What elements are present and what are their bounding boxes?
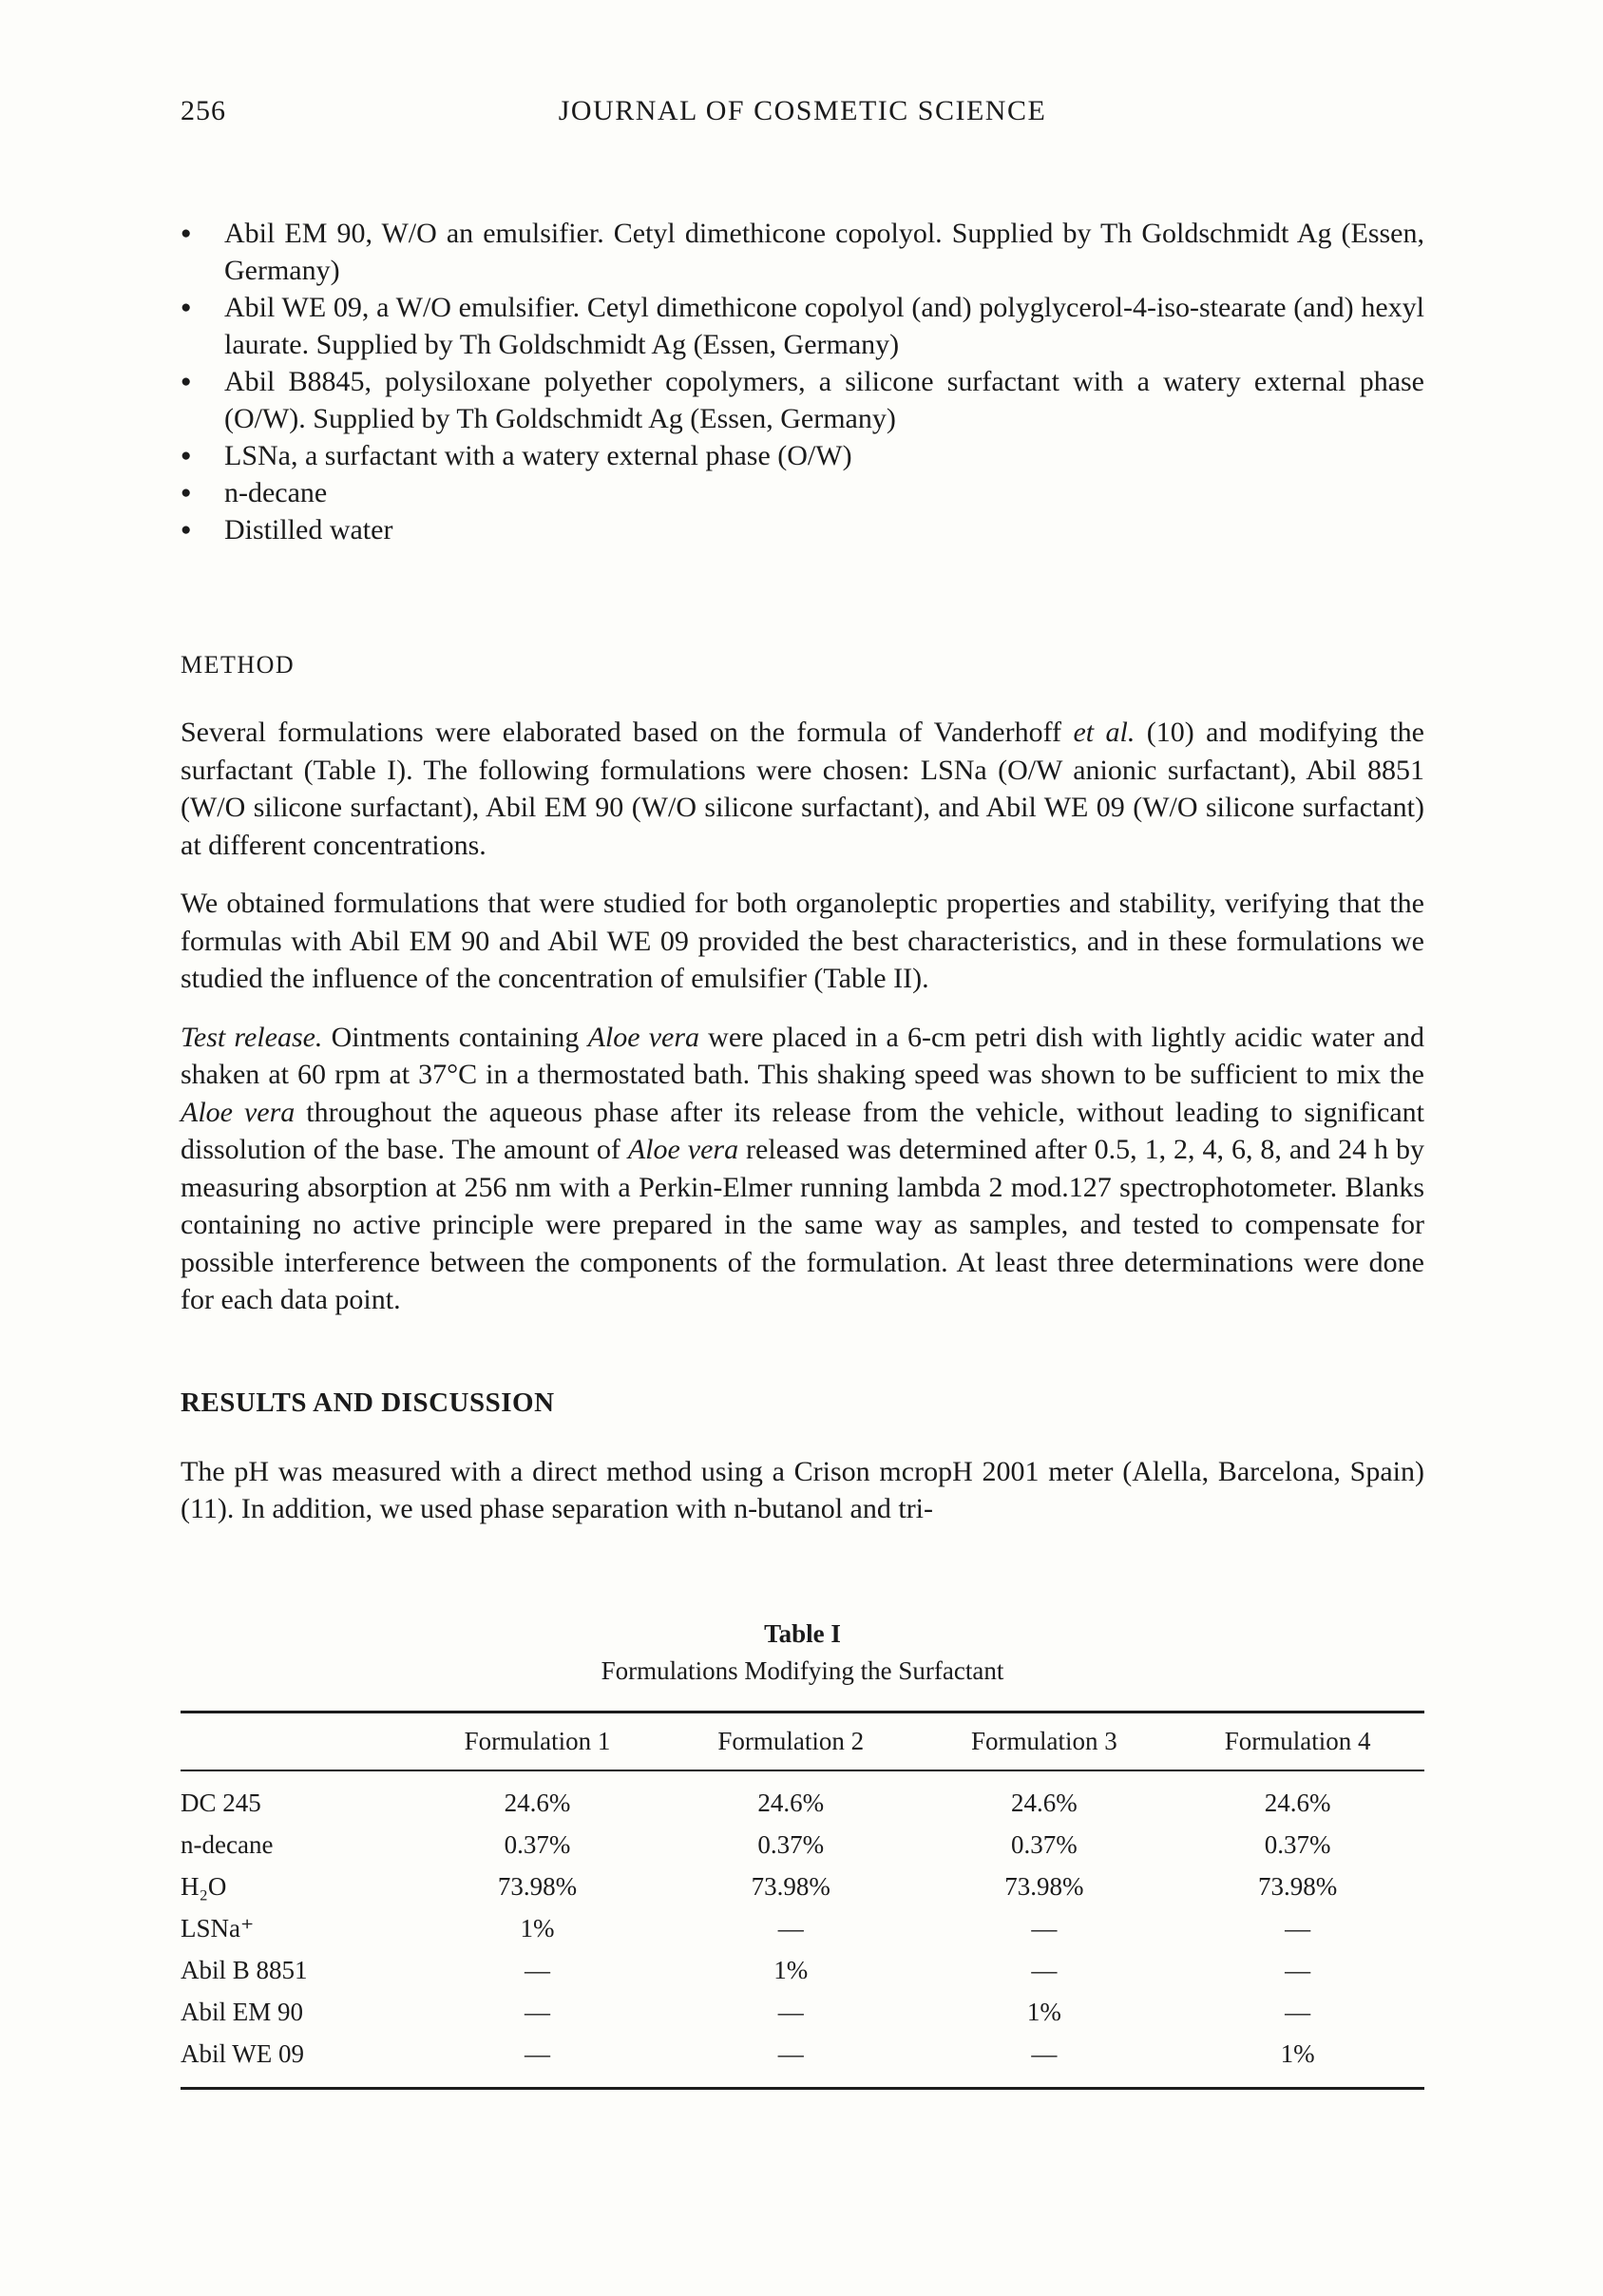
table-row (181, 1770, 1424, 1824)
column-header: Formulation 3 (971, 1726, 1117, 1755)
cell-value: 1% (773, 1955, 809, 1984)
list-item-text: LSNa, a surfactant with a watery external phase (O/W) (224, 440, 852, 471)
cell-value: 1% (1026, 1997, 1061, 2026)
list-item-text: n-decane (224, 477, 328, 508)
table-row (181, 1866, 1424, 1907)
cell-value: 1% (520, 1913, 555, 1942)
list-item-text: Abil WE 09, a W/O emulsifier. Cetyl dimethicone copolyol (and) polyglycerol-4-iso-stearate (and) hexyl laurate. Supplied by Th Goldschmidt Ag (Essen, Germany) (224, 292, 1424, 360)
table-row (181, 1949, 1424, 1991)
page-header (181, 95, 1424, 135)
column-header-empty (181, 1712, 410, 1770)
list-item (181, 474, 1424, 511)
cell-value: — (525, 2038, 550, 2068)
bullet-icon: ● (181, 297, 192, 317)
cell-value: — (1285, 1955, 1311, 1984)
cell-value: — (1031, 1913, 1058, 1942)
row-label: DC 245 (181, 1788, 261, 1817)
cell-value: 73.98% (1004, 1871, 1084, 1901)
cell-value: 24.6% (504, 1788, 571, 1817)
page-number: 256 (181, 95, 226, 126)
cell-value: 73.98% (751, 1871, 830, 1901)
column-header: Formulation 2 (717, 1726, 865, 1755)
cell-value: 24.6% (1011, 1788, 1078, 1817)
list-item-text: Abil B8845, polysiloxane polyether copolymers, a silicone surfactant with a watery external phase (O/W). Supplied by Th Goldschmidt Ag (Essen, Germany) (224, 366, 1424, 434)
bullet-icon: ● (181, 372, 192, 392)
list-item-text: Distilled water (224, 514, 393, 545)
bullet-icon: ● (181, 520, 192, 540)
list-item (181, 215, 1424, 289)
cell-value: 24.6% (1264, 1788, 1331, 1817)
paragraph: We obtained formulations that were studied for both organoleptic properties and stability, verifying that the formulas with Abil EM 90 and Abil WE 09 provided the best characteristics, and in these formulations we studied the influence of the concentration of emulsifier (Table II). (181, 888, 1424, 994)
table-row (181, 1907, 1424, 1949)
bullet-icon: ● (181, 446, 192, 466)
row-label: n-decane (181, 1829, 274, 1859)
row-label: Abil EM 90 (181, 1997, 304, 2026)
cell-value: — (777, 1913, 804, 1942)
list-item-text: Abil EM 90, W/O an emulsifier. Cetyl dimethicone copolyol. Supplied by Th Goldschmidt Ag (Essen, Germany) (224, 218, 1424, 286)
table-header-row (181, 1712, 1424, 1770)
cell-value: — (525, 1955, 550, 1984)
table-row (181, 1991, 1424, 2033)
cell-value: 0.37% (757, 1829, 825, 1859)
paragraph: Test release. Ointments containing Aloe vera were placed in a 6-cm petri dish with lightly acidic water and shaken at 60 rpm at 37°C in a thermostated bath. This shaking speed was shown to be sufficient to mix the Aloe vera throughout the aqueous phase after its release from the vehicle, without leading to significant dissolution of the base. The amount of Aloe vera released was determined after 0.5, 1, 2, 4, 6, 8, and 24 h by measuring absorption at 256 nm with a Perkin-Elmer running lambda 2 mod.127 spectrophotometer. Blanks containing no active principle were prepared in the same way as samples, and tested to compensate for possible interference between the components of the formulation. At least three determinations were done for each data point. (181, 1021, 1425, 1315)
row-label: Abil B 8851 (181, 1955, 308, 1984)
list-item (181, 289, 1424, 363)
cell-value: 73.98% (1258, 1871, 1338, 1901)
cell-value: 24.6% (757, 1788, 825, 1817)
table-title: Table I (764, 1618, 841, 1648)
row-label: Abil WE 09 (181, 2038, 304, 2068)
cell-value: — (525, 1997, 550, 2026)
cell-value: — (777, 2038, 804, 2068)
cell-value: — (1285, 1913, 1311, 1942)
bullet-icon: ● (181, 483, 192, 503)
cell-value: 0.37% (1011, 1829, 1078, 1859)
cell-value: — (1285, 1997, 1311, 2026)
cell-value: 1% (1280, 2038, 1315, 2068)
table-subtitle: Formulations Modifying the Surfactant (601, 1655, 1004, 1685)
method-section-body (181, 714, 1424, 1319)
cell-value: 0.37% (1264, 1829, 1331, 1859)
cell-value: — (1031, 1955, 1058, 1984)
table-row (181, 1824, 1424, 1866)
cell-value: 73.98% (497, 1871, 578, 1901)
cell-value: — (1031, 2038, 1058, 2068)
results-section-body (181, 1453, 1424, 1528)
table-block (181, 1619, 1424, 2090)
paragraph: Several formulations were elaborated based on the formula of Vanderhoff et al. (10) and modifying the surfactant (Table I). The following formulations were chosen: LSNa (O/W anionic surfactant), Abil 8851 (W/O silicone surfactant), Abil EM 90 (W/O silicone surfactant), and Abil WE 09 (W/O silicone surfactant) at different concentrations. (181, 717, 1424, 861)
materials-list (181, 215, 1424, 548)
list-item (181, 511, 1424, 548)
row-label: LSNa⁺ (181, 1913, 255, 1942)
cell-value: — (777, 1997, 804, 2026)
formulations-table (181, 1711, 1424, 2090)
list-item (181, 437, 1424, 474)
section-heading-results: RESULTS AND DISCUSSION (181, 1387, 555, 1418)
list-item (181, 363, 1424, 437)
journal-title: JOURNAL OF COSMETIC SCIENCE (558, 95, 1047, 126)
column-header: Formulation 1 (464, 1726, 611, 1755)
row-label: H₂O (181, 1871, 227, 1901)
cell-value: 0.37% (504, 1829, 571, 1859)
column-header: Formulation 4 (1224, 1726, 1371, 1755)
section-heading-method: METHOD (181, 651, 296, 679)
bullet-icon: ● (181, 223, 192, 243)
table-row (181, 2033, 1424, 2089)
paragraph: The pH was measured with a direct method using a Crison mcropH 2001 meter (Alella, Barcelona, Spain) (11). In addition, we used phase separation with n-butanol and tri- (181, 1455, 1424, 1524)
